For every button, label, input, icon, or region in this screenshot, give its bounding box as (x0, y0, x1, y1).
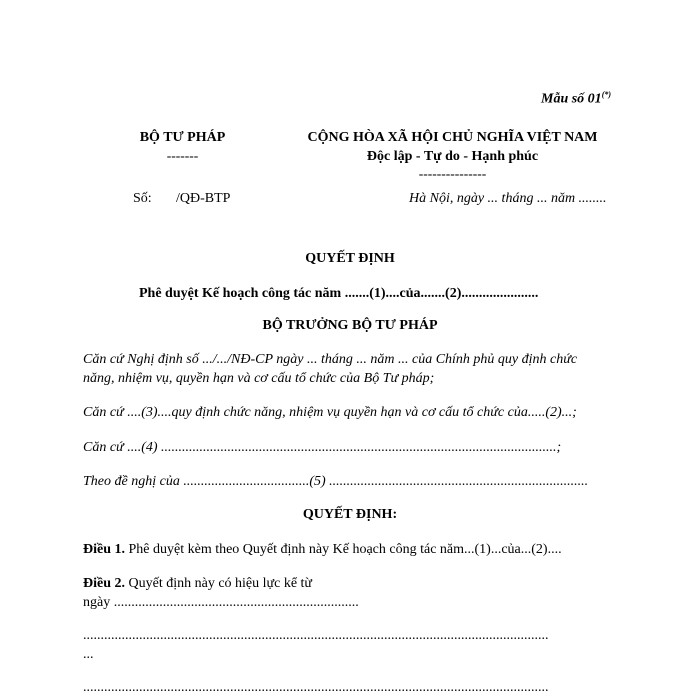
document-subject: Phê duyệt Kế hoạch công tác năm .......(1)....của.......(2)...................... (139, 286, 539, 301)
article-2-label: Điều 2. (83, 576, 125, 591)
document-title: QUYẾT ĐỊNH (305, 251, 395, 266)
motto-underline: --------------- (418, 166, 487, 181)
place-date: Hà Nội, ngày ... tháng ... năm ........ (409, 191, 607, 206)
article-1-text: Phê duyệt kèm theo Quyết định này Kế hoạch công tác năm...(1)...của...(2).... (125, 542, 562, 557)
issuer-underline: ------- (166, 148, 199, 163)
form-number-superscript: (*) (601, 90, 612, 99)
article-2-line-2: ngày ...................................................................... (83, 595, 359, 610)
number-label: Số: (133, 191, 152, 206)
proposal: Theo đề nghị của ....................................(5) .......................................................................... (83, 474, 589, 489)
dotted-line-2: ..................................................................................................................................... (83, 680, 549, 695)
decision-heading: QUYẾT ĐỊNH: (302, 507, 398, 522)
issuer-name: BỘ TƯ PHÁP (139, 130, 226, 145)
motto: Độc lập - Tự do - Hạnh phúc (366, 149, 539, 164)
basis-1-line-1: Căn cứ Nghị định số .../.../NĐ-CP ngày ... tháng ... năm ... của Chính phủ quy định chức (83, 352, 578, 367)
article-2-text: Quyết định này có hiệu lực kể từ (125, 576, 313, 591)
basis-2: Căn cứ ....(3)....quy định chức năng, nhiệm vụ quyền hạn và cơ cấu tổ chức của.....(2)...; (83, 405, 577, 420)
article-1-label: Điều 1. (83, 542, 125, 557)
form-number (541, 90, 611, 108)
article-1 (83, 542, 562, 558)
basis-1-line-2: năng, nhiệm vụ, quyền hạn và cơ cấu tổ chức của Bộ Tư pháp; (83, 371, 435, 386)
dotted-line-1: ..................................................................................................................................... (83, 628, 549, 643)
authority-title: BỘ TRƯỞNG BỘ TƯ PHÁP (262, 318, 438, 333)
basis-3: Căn cứ ....(4) .................................................................................................................; (83, 440, 562, 455)
dotted-line-1-continuation: ... (83, 647, 94, 662)
country-name: CỘNG HÒA XÃ HỘI CHỦ NGHĨA VIỆT NAM (307, 130, 598, 145)
number-code: /QĐ-BTP (176, 191, 231, 206)
form-number-text: Mẫu số 01 (541, 91, 602, 107)
article-2 (83, 576, 312, 592)
